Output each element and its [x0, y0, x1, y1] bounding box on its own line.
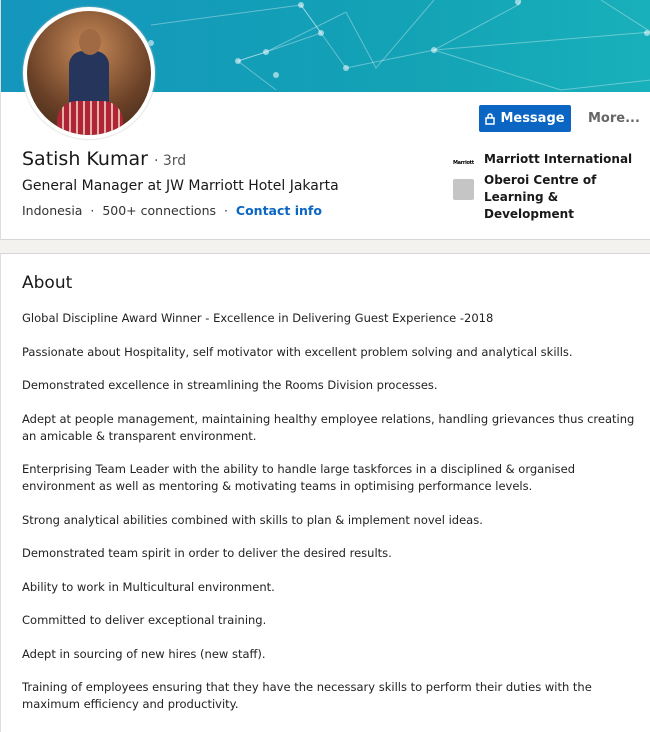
about-text — [22, 310, 647, 730]
profile-name — [22, 148, 186, 170]
profile-photo[interactable] — [23, 7, 155, 139]
about-paragraph: Training of employees ensuring that they have the necessary skills to perform their duties with the maximum efficiency and productivity. — [22, 680, 592, 711]
building-icon — [453, 179, 474, 200]
about-paragraph: Demonstrated excellence in streamlining the Rooms Division processes. — [22, 378, 438, 392]
message-label: Message — [500, 111, 565, 126]
contact-info-link[interactable]: Contact info — [235, 203, 322, 218]
profile-meta: Indonesia · 500+ connections · Contact info — [22, 203, 322, 218]
photo-head — [79, 29, 101, 55]
marriott-logo: Marriott — [453, 160, 474, 166]
connections-count[interactable]: 500+ connections — [102, 203, 217, 218]
about-paragraph: Ability to work in Multicultural environment. — [22, 579, 275, 594]
photo-chair — [57, 101, 123, 139]
message-button[interactable] — [479, 105, 571, 132]
name-text: Satish Kumar — [22, 148, 148, 170]
company-name: Marriott International — [484, 152, 633, 166]
company-marriott[interactable] — [453, 151, 632, 168]
about-paragraph: Adept at people management, maintaining healthy employee relations, handling grievances thus creating an amicable & transparent environment. — [22, 411, 635, 443]
company-oberoi[interactable] — [453, 172, 648, 223]
profile-card — [0, 0, 650, 240]
location: Indonesia — [22, 203, 83, 218]
about-heading: About — [22, 273, 73, 293]
about-paragraph: Passionate about Hospitality, self motivator with excellent problem solving and analytical skills. — [22, 344, 573, 359]
about-paragraph: Adept in sourcing of new hires (new staff). — [22, 646, 266, 661]
about-paragraph: Global Discipline Award Winner - Excellence in Delivering Guest Experience -2018 — [22, 311, 494, 325]
about-paragraph: Enterprising Team Leader with the ability to handle large taskforces in a disciplined & organised environment as well as mentoring & motivating teams in optimising performance levels. — [22, 462, 576, 493]
connection-degree: · 3rd — [153, 153, 187, 169]
about-paragraph: Demonstrated team spirit in order to deliver the desired results. — [22, 546, 392, 560]
about-paragraph: Committed to deliver exceptional training. — [22, 613, 267, 627]
about-paragraph: Strong analytical abilities combined with skills to plan & implement novel ideas. — [22, 512, 483, 527]
company-name: Oberoi Centre of Learning & Development — [484, 173, 597, 221]
profile-headline: General Manager at JW Marriott Hotel Jakarta — [22, 178, 339, 194]
more-button[interactable]: More... — [588, 111, 640, 126]
lock-icon — [485, 113, 495, 125]
